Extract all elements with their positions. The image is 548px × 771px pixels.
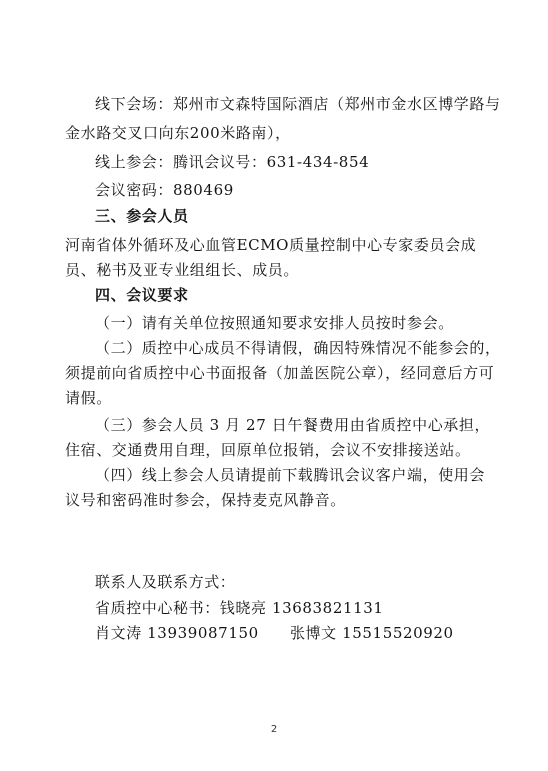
attendees-line-2: 员、秘书及亚专业组组长、成员。 — [65, 261, 300, 279]
requirement-3-line-1: （三）参会人员 3 月 27 日午餐费用由省质控中心承担， — [95, 416, 491, 434]
requirement-2-line-3: 请假。 — [65, 389, 112, 407]
venue-offline-line-1: 线下会场：郑州市文森特国际酒店（郑州市金水区博学路与 — [95, 95, 501, 113]
section-heading-attendees: 三、参会人员 — [95, 207, 189, 225]
meeting-password-line: 会议密码：880469 — [95, 181, 234, 199]
requirement-4-line-2: 议号和密码准时参会，保持麦克风静音。 — [65, 491, 346, 509]
contact-heading: 联系人及联系方式： — [95, 573, 236, 591]
requirement-3-line-2: 住宿、交通费用自理，回原单位报销，会议不安排接送站。 — [65, 441, 471, 459]
venue-offline-line-2: 金水路交叉口向东200米路南）， — [65, 124, 291, 142]
section-heading-requirements: 四、会议要求 — [95, 286, 189, 304]
page-number: 2 — [270, 724, 278, 735]
contact-secretary-line: 省质控中心秘书：钱晓亮 13683821131 — [95, 599, 384, 617]
requirement-4-line-1: （四）线上参会人员请提前下载腾讯会议客户端，使用会 — [95, 466, 486, 484]
contact-persons-line: 肖文涛 13939087150 张博文 15515520920 — [95, 624, 454, 642]
requirement-2-line-1: （二）质控中心成员不得请假，确因特殊情况不能参会的， — [95, 339, 501, 357]
requirement-1-line: （一）请有关单位按照通知要求安排人员按时参会。 — [95, 314, 454, 332]
attendees-line-1: 河南省体外循环及心血管ECMO质量控制中心专家委员会成 — [65, 236, 477, 254]
venue-online-line: 线上参会：腾讯会议号：631-434-854 — [95, 153, 370, 171]
requirement-2-line-2: 须提前向省质控中心书面报备（加盖医院公章），经同意后方可 — [65, 364, 495, 382]
